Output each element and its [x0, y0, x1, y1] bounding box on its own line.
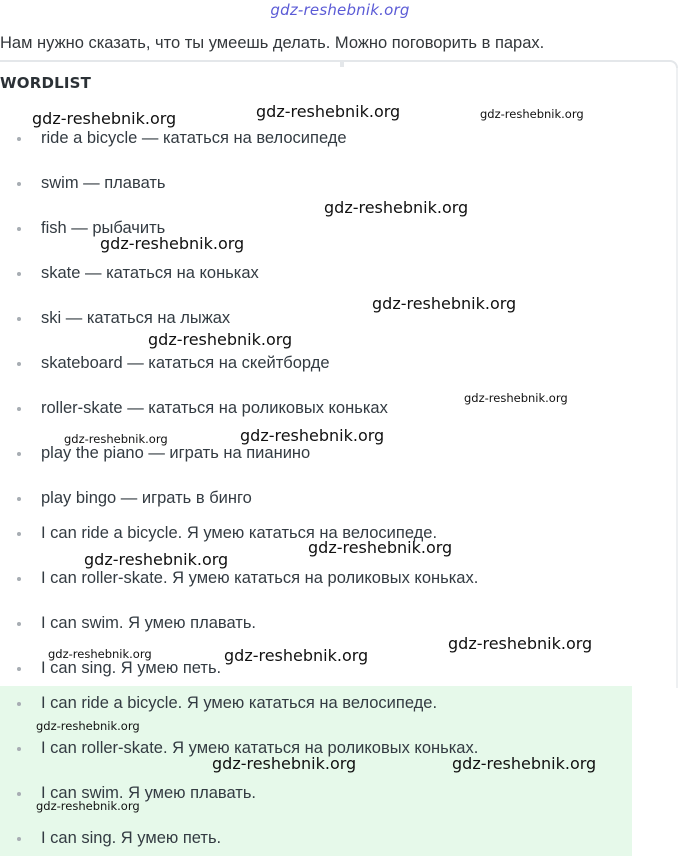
list-item: ride a bicycle — кататься на велосипеде	[0, 127, 640, 151]
bullet-icon	[17, 577, 21, 581]
bullet-icon	[17, 532, 21, 536]
bullet-icon	[17, 137, 21, 141]
watermark: gdz-reshebnik.org	[372, 294, 517, 313]
watermark: gdz-reshebnik.org	[36, 799, 140, 813]
list-item: I can ride a bicycle. Я умею кататься на велосипеде.	[0, 522, 640, 546]
highlighted-item: I can roller-skate. Я умею кататься на роликовых коньках.	[0, 737, 640, 761]
watermark: gdz-reshebnik.org	[32, 109, 177, 128]
list-item: fish — рыбачить	[0, 217, 640, 241]
bullet-icon	[17, 407, 21, 411]
bullet-icon	[17, 227, 21, 231]
panel-right-edge	[676, 68, 678, 688]
watermark: gdz-reshebnik.org	[64, 432, 168, 446]
bullet-icon	[17, 272, 21, 276]
watermark: gdz-reshebnik.org	[212, 754, 357, 773]
watermark: gdz-reshebnik.org	[36, 719, 140, 733]
bullet-icon	[17, 452, 21, 456]
watermark: gdz-reshebnik.org	[224, 646, 369, 665]
watermark: gdz-reshebnik.org	[148, 330, 293, 349]
section-divider	[0, 60, 678, 70]
list-item: skateboard — кататься на скейтборде	[0, 352, 640, 376]
bullet-icon	[17, 837, 21, 841]
site-logo[interactable]: gdz-reshebnik.org	[270, 1, 410, 19]
bullet-icon	[17, 792, 21, 796]
intro-text: Нам нужно сказать, что ты умеешь делать. Можно поговорить в парах.	[0, 34, 545, 52]
watermark: gdz-reshebnik.org	[240, 426, 385, 445]
divider-notch	[340, 60, 344, 67]
list-item: play the piano — играть на пианино	[0, 442, 640, 466]
bullet-icon	[17, 622, 21, 626]
watermark: gdz-reshebnik.org	[308, 538, 453, 557]
list-item: I can swim. Я умею плавать.	[0, 612, 640, 636]
watermark: gdz-reshebnik.org	[464, 391, 568, 405]
highlighted-item: I can ride a bicycle. Я умею кататься на велосипеде.	[0, 692, 640, 716]
bullet-icon	[17, 182, 21, 186]
bullet-icon	[17, 747, 21, 751]
watermark: gdz-reshebnik.org	[100, 234, 245, 253]
highlighted-item: I can swim. Я умею плавать.	[0, 782, 640, 806]
watermark: gdz-reshebnik.org	[452, 754, 597, 773]
watermark: gdz-reshebnik.org	[256, 102, 401, 121]
bullet-icon	[17, 497, 21, 501]
list-item: roller-skate — кататься на роликовых коньках	[0, 397, 640, 421]
bullet-icon	[17, 667, 21, 671]
watermark: gdz-reshebnik.org	[480, 107, 584, 121]
watermark: gdz-reshebnik.org	[48, 647, 152, 661]
highlighted-item: I can sing. Я умею петь.	[0, 827, 640, 851]
list-item: swim — плавать	[0, 172, 640, 196]
list-item: skate — кататься на коньках	[0, 262, 640, 286]
watermark: gdz-reshebnik.org	[324, 198, 469, 217]
list-item: I can roller-skate. Я умею кататься на роликовых коньках.	[0, 567, 640, 591]
list-item: play bingo — играть в бинго	[0, 487, 640, 511]
wordlist-heading: WORDLIST	[0, 74, 92, 92]
bullet-icon	[17, 362, 21, 366]
bullet-icon	[17, 317, 21, 321]
list-item: ski — кататься на лыжах	[0, 307, 640, 331]
bullet-icon	[17, 702, 21, 706]
list-item: I can sing. Я умею петь.	[0, 657, 640, 681]
watermark: gdz-reshebnik.org	[84, 550, 229, 569]
watermark: gdz-reshebnik.org	[448, 634, 593, 653]
